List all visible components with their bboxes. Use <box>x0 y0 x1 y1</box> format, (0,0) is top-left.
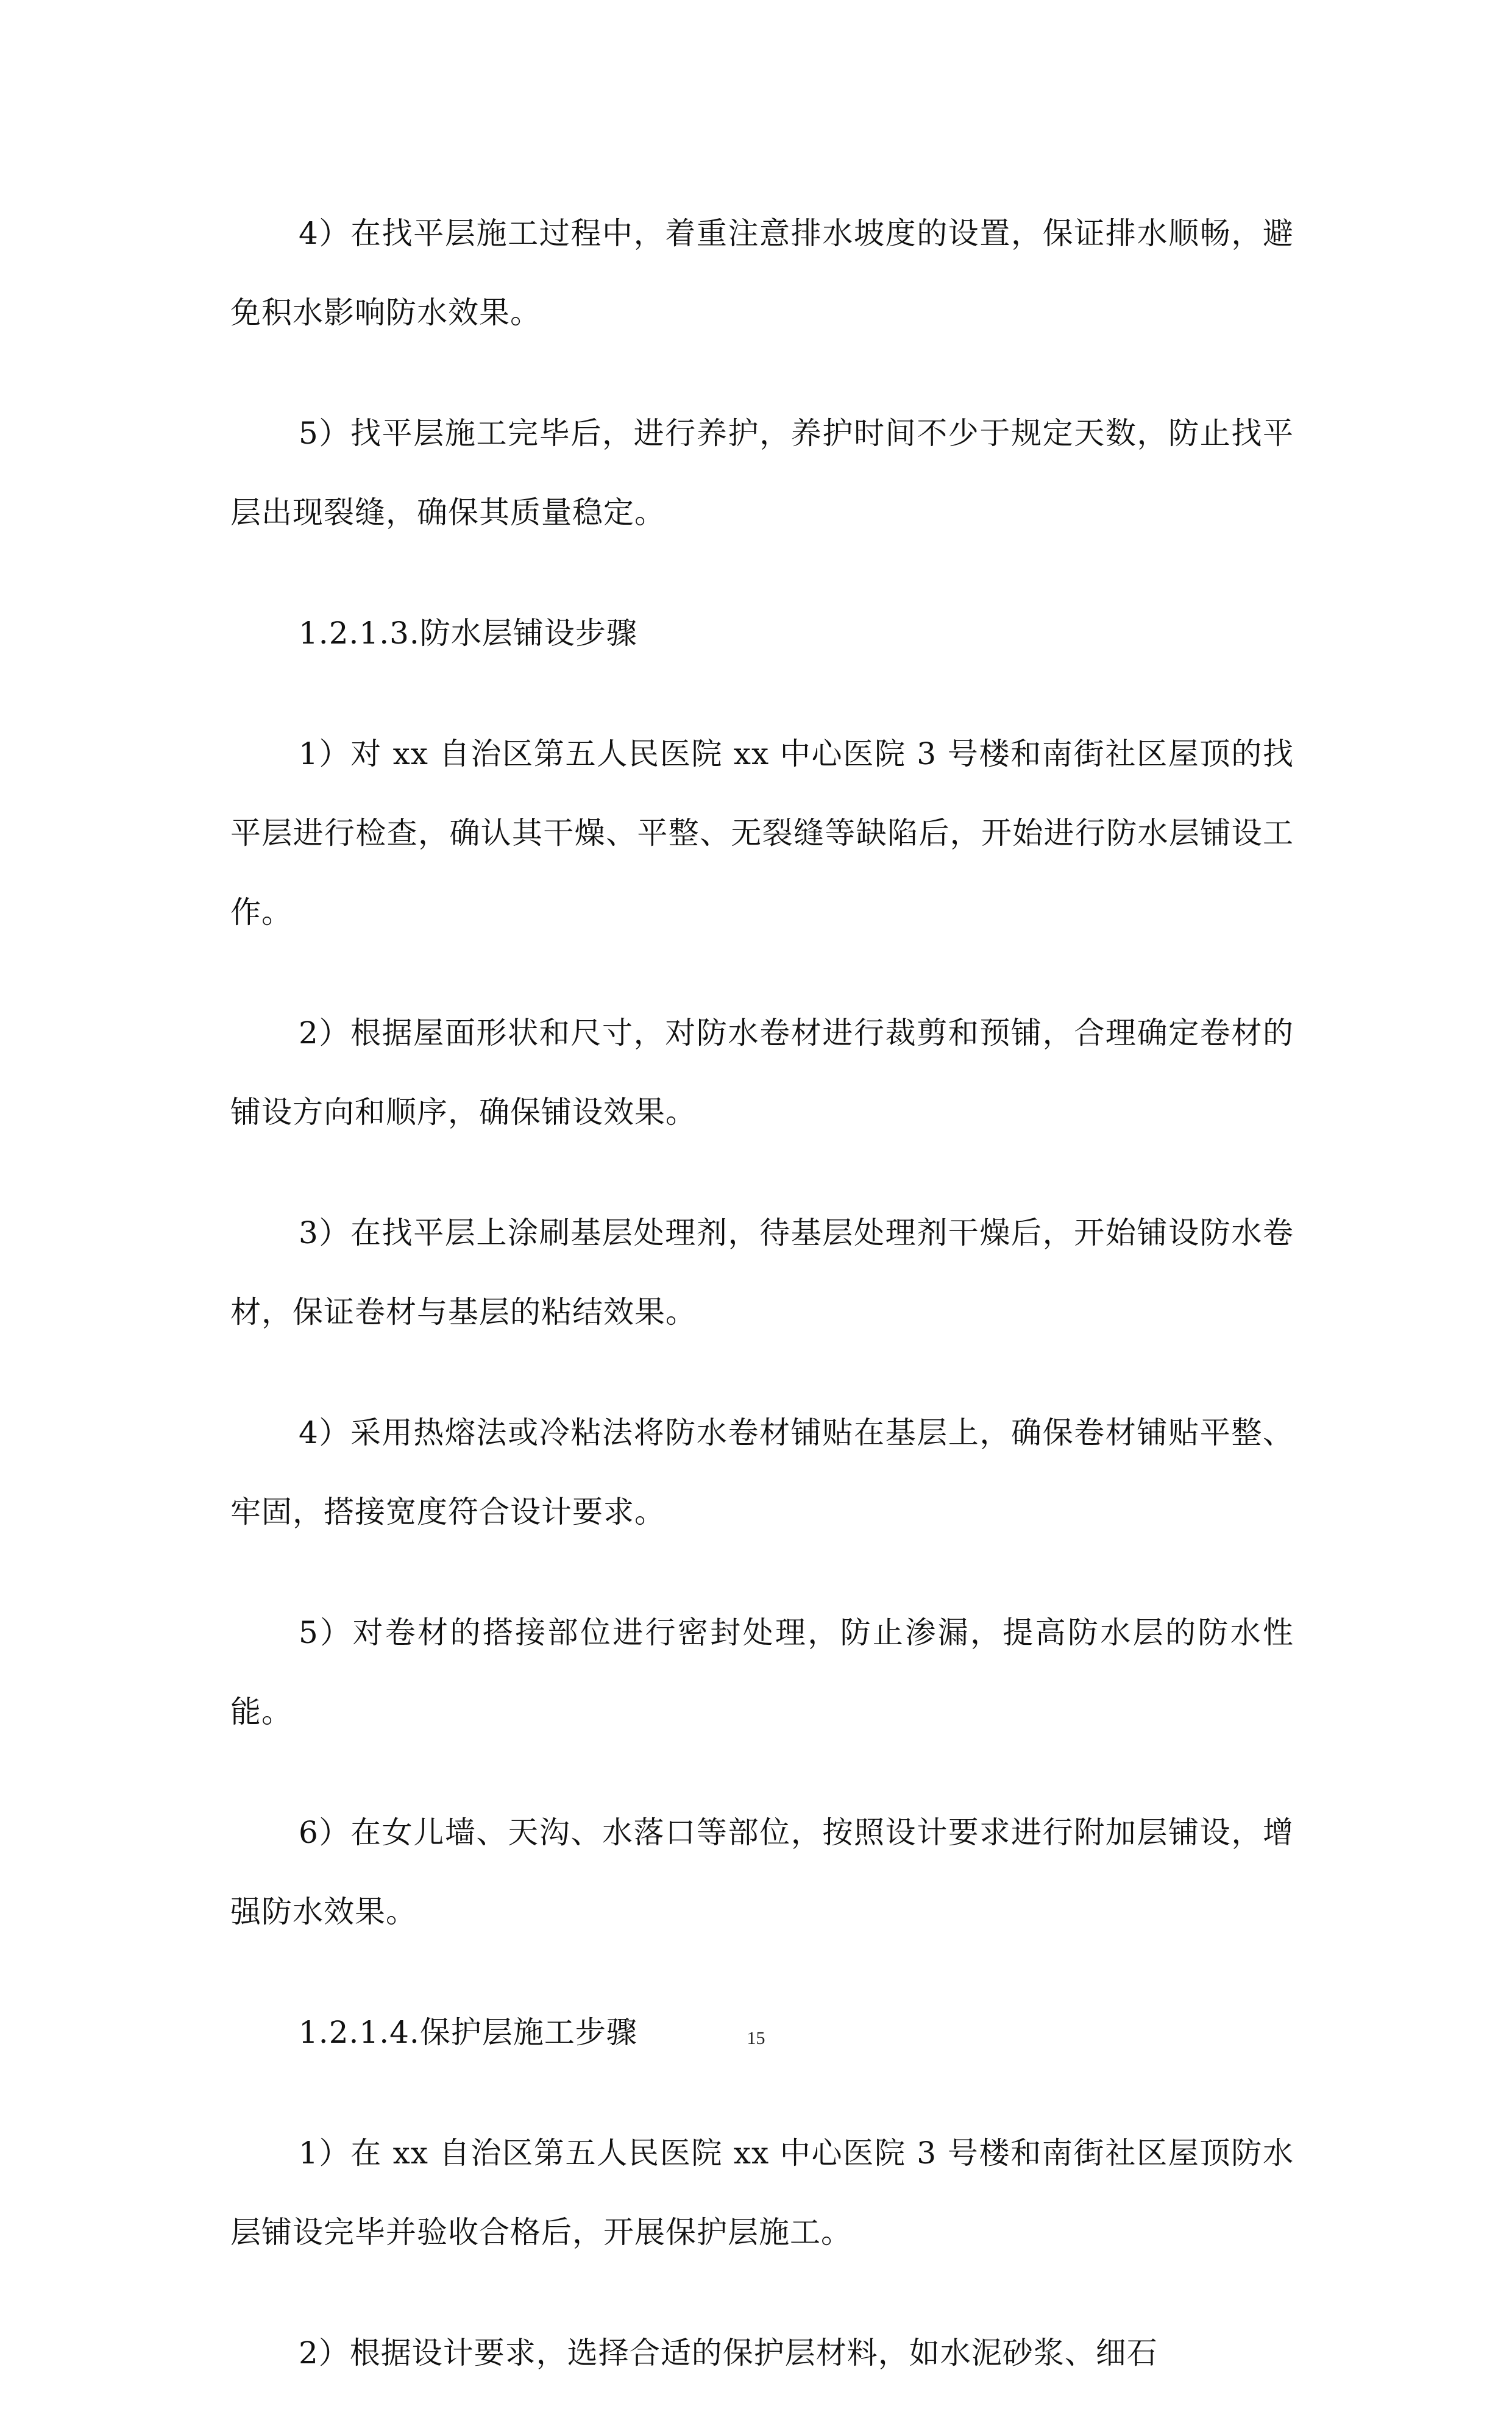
paragraph-waterproof-cutting: 2）根据屋面形状和尺寸，对防水卷材进行裁剪和预铺，合理确定卷材的铺设方向和顺序，确保铺设效果。 <box>230 1015 1294 1130</box>
page-number: 15 <box>747 2028 765 2048</box>
paragraph-protective-start: 1）在 xx 自治区第五人民医院 xx 中心医院 3 号楼和南街社区屋顶防水层铺设完毕并验收合格后，开展保护层施工。 <box>230 2135 1294 2250</box>
paragraph-waterproof-inspection: 1）对 xx 自治区第五人民医院 xx 中心医院 3 号楼和南街社区屋顶的找平层进行检查，确认其干燥、平整、无裂缝等缺陷后，开始进行防水层铺设工作。 <box>230 736 1294 930</box>
paragraph-leveling-drainage: 4）在找平层施工过程中，着重注意排水坡度的设置，保证排水顺畅，避免积水影响防水效果。 <box>230 216 1294 330</box>
paragraph-leveling-curing: 5）找平层施工完毕后，进行养护，养护时间不少于规定天数，防止找平层出现裂缝，确保其质量稳定。 <box>230 416 1294 530</box>
paragraph-waterproof-sealing: 5）对卷材的搭接部位进行密封处理，防止渗漏，提高防水层的防水性能。 <box>230 1615 1294 1730</box>
paragraph-waterproof-additional-layer: 6）在女儿墙、天沟、水落口等部位，按照设计要求进行附加层铺设，增强防水效果。 <box>230 1815 1294 1929</box>
section-heading-waterproof-layer: 1.2.1.3.防水层铺设步骤 <box>299 616 637 651</box>
body-text <box>230 194 1294 2434</box>
paragraph-waterproof-primer: 3）在找平层上涂刷基层处理剂，待基层处理剂干燥后，开始铺设防水卷材，保证卷材与基层的粘结效果。 <box>230 1215 1294 1330</box>
paragraph-protective-material: 2）根据设计要求，选择合适的保护层材料，如水泥砂浆、细石 <box>299 2335 1158 2371</box>
paragraph-waterproof-laying: 4）采用热熔法或冷粘法将防水卷材铺贴在基层上，确保卷材铺贴平整、牢固，搭接宽度符合设计要求。 <box>230 1415 1294 1530</box>
section-heading-protective-layer: 1.2.1.4.保护层施工步骤 <box>299 2015 637 2050</box>
